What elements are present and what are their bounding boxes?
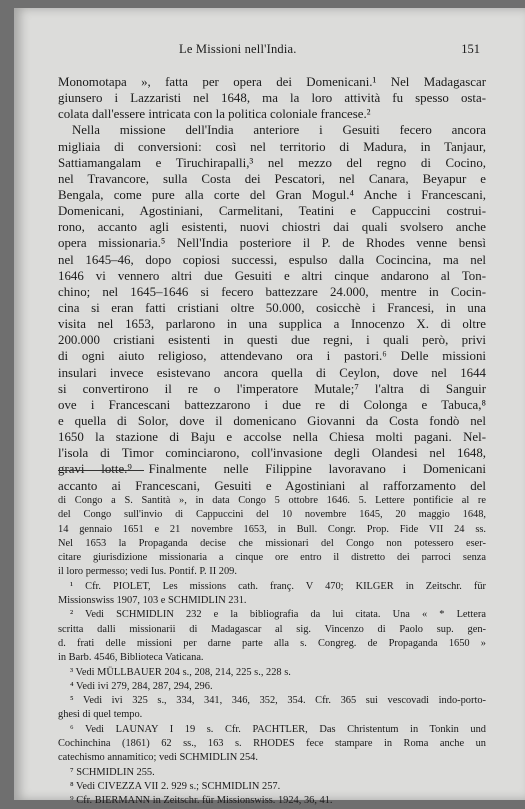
text-line: di ogni aiuto religioso, attendevano ora i pastori.⁶ Delle missioni [58,349,486,364]
text-line: 1646 vi vennero altri due Gesuiti e altri cinque andarono al Ton- [58,268,486,283]
footnotes [58,494,486,809]
text-line: nel Travancore, sulla Costa dei Pescatori, nel Canara, Beyapur e [58,171,486,186]
text-line: si convertirono il re o l'imperatore Mutale;⁷ l'altra di Sanguir [58,381,486,396]
text-line: Monomotapa », fatta per opera dei Domenicani.¹ Nel Madagascar [58,75,486,89]
main-text [58,74,486,494]
footnote-line: ghesi di quel tempo. [58,709,143,721]
footnote-line: ⁵ Vedi ivi 325 s., 334, 341, 346, 352, 354. Cfr. 365 sui vescovadi indo-porto- [70,695,486,707]
footnote-line: ² Vedi SCHMIDLIN 232 e la bibliografia da lui citata. Una « * Lettera [70,609,486,621]
text-line: Nella missione dell'India anteriore i Gesuiti fecero ancora [72,123,486,138]
footnote-line: Missionswiss 1907, 103 e SCHMIDLIN 231. [58,595,247,607]
text-line: colata dall'essere intricata con la politica coloniale francese.² [58,107,371,122]
page-number: 151 [461,42,480,56]
text-line: Bengala, come pure alla corte del Gran Mogul.⁴ Anche i Francescani, [58,187,486,202]
text-line: nel 1645–46, dopo copiosi successi, espulso dalla Cocincina, ma nel [58,252,486,267]
text-line: gravi lotte.⁹ Finalmente nelle Filippine lavoravano i Domenicani [58,462,486,477]
text-line: insulari invece esistevano ancora quella di Ceylon, dove nel 1644 [58,365,486,380]
footnote-line: d. frati delle missioni per darne parte alla s. Congreg. de Propaganda 1650 » [58,637,486,649]
footnote-line: catechismo annamitico; vedi SCHMIDLIN 254. [58,752,258,764]
text-line: ove i Francescani battezzarono i due re di Colonga e Tabuca,⁸ [58,397,486,412]
text-line: cina si eran fatti cristiani oltre 50.000, cosicchè i Francesi, in una [58,300,486,315]
footnote-line: in Barb. 4546, Biblioteca Vaticana. [58,652,204,664]
footnote-line: del Congo sull'invio di Cappuccini del 10 novembre 1645, 20 maggio 1648, [58,509,486,521]
footnote-line: ¹ Cfr. PIOLET, Les missions cath. franç. V 470; KILGER in Zeitschr. für [70,580,486,592]
text-line: 200.000 cristiani esistenti in questi due regni, i quali però, privi [58,333,486,348]
footnote-line: ⁴ Vedi ivi 279, 284, 287, 294, 296. [70,680,213,692]
footnote-line: citare giurisdizione missionaria a cinque ore entro il distretto dei parroci senza [58,552,486,564]
text-line: chino; nel 1645–1646 si fecero battezzare 24.000, mentre in Cocin- [58,284,486,299]
text-line: Domenicani, Agostiniani, Carmelitani, Teatini e Cappuccini costrui- [58,204,486,219]
page-header [54,42,494,60]
footnote-separator [58,470,144,471]
book-page [14,8,525,807]
text-line: rono, accanto agli esistenti, nuovi chiostri dai quali svolsero anche [58,220,486,235]
footnote-line: ⁹ Cfr. BIERMANN in Zeitschr. für Missionswiss. 1924, 36, 41. [70,795,333,807]
footnote-line: di Congo a S. Santità », in data Congo 5 ottobre 1646. 5. Lettere pontificie al re [58,495,486,506]
footnote-line: ³ Vedi MÜLLBAUER 204 s., 208, 214, 225 s., 228 s. [70,666,291,678]
text-line: migliaia di conversioni: così nel territorio di Madura, in Tanjaur, [58,139,486,154]
footnote-line: ⁷ SCHMIDLIN 255. [70,766,155,778]
footnote-line: 14 gennaio 1651 e 21 novembre 1653, in Bull. Congr. Prop. Fide VII 24 ss. [58,523,486,535]
text-line: opera missionaria.⁵ Nell'India posteriore il P. de Rhodes venne bensì [58,236,486,251]
text-line: 1650 la stazione di Baju e accolse nella Chiesa molti pagani. Nel- [58,430,486,445]
text-line: Sattiamangalam e Tiruchirapalli,³ nel mezzo del regno di Cocino, [58,155,486,170]
text-line: l'isola di Timor cominciarono, coll'invasione degli Olandesi nel 1648, [58,446,486,461]
text-line: e quella di Solor, dove il domenicano Giovanni da Costa fondò nel [58,413,486,428]
footnote-line: Cochinchina (1861) 62 ss., 163 s. RHODES fece stampare in Roma anche un [58,738,486,750]
footnote-line: Nel 1653 la Propaganda decise che missionari del Congo non potessero eser- [58,537,486,549]
text-line: giunsero i Lazzaristi nel 1648, ma la loro attività fu spesso osta- [58,91,486,106]
footnote-line: il loro permesso; vedi Ius. Pontif. P. II 209. [58,566,237,578]
footnote-line: ⁶ Vedi LAUNAY I 19 s. Cfr. PACHTLER, Das Christentum in Tonkin und [70,723,486,735]
text-line: visita nel 1653, parlarono in una supplica a Innocenzo X. di oltre [58,317,486,332]
footnote-line: ⁸ Vedi CIVEZZA VII 2. 929 s.; SCHMIDLIN 257. [70,780,281,792]
text-line: accanto ai Francescani, Gesuiti e Agostiniani al rafforzamento del [58,478,486,493]
running-title: Le Missioni nell'India. [179,42,297,56]
footnote-line: scritta dalli missionarii di Madagascar al sig. Vincenzo di Paolo sup. gen- [58,623,486,635]
